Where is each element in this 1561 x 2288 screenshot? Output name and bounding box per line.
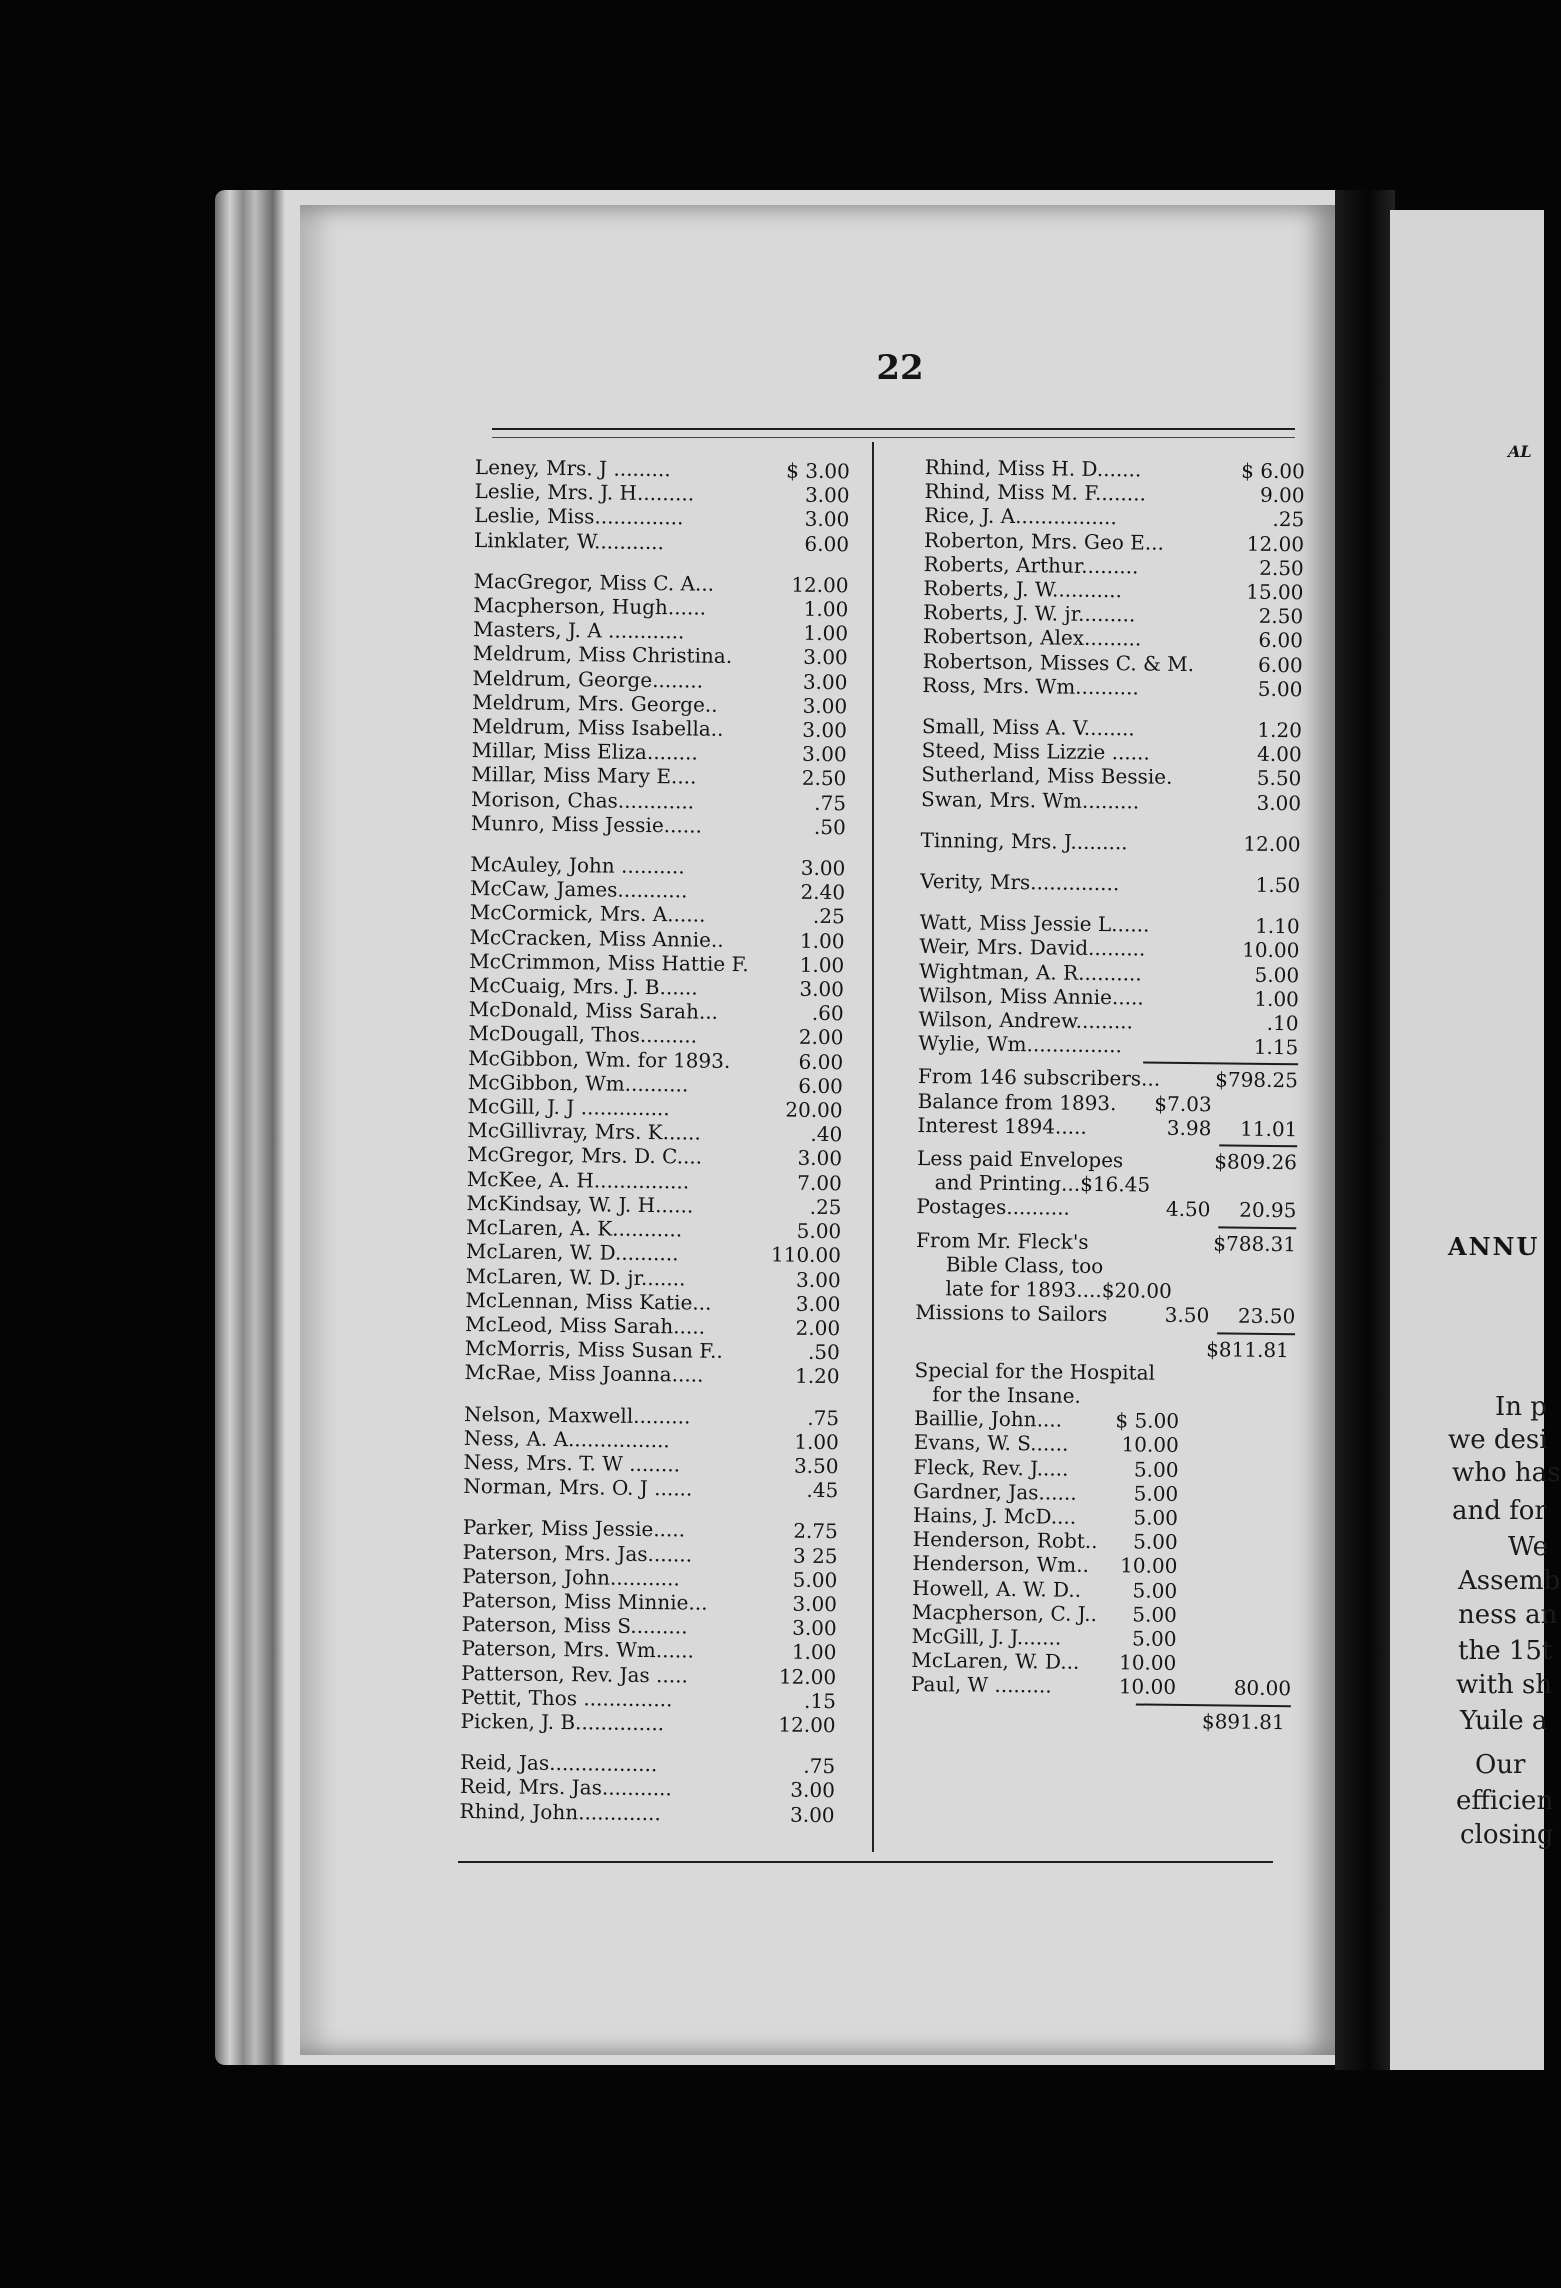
subscriber-amount: 3 25 — [792, 1543, 838, 1568]
subscriber-name: Masters, J. A ............ — [472, 617, 685, 644]
subscriber-amount: 6.00 — [804, 531, 850, 556]
subscriber-amount: 12.00 — [1243, 831, 1301, 857]
special-total — [1178, 1506, 1293, 1532]
subscriber-name: Verity, Mrs.............. — [920, 869, 1120, 896]
subscriber-amount: 3.50 — [793, 1453, 839, 1479]
subscriber-name: MacGregor, Miss C. A... — [473, 568, 715, 596]
subscriber-name: McCrimmon, Miss Hattie F. — [469, 948, 749, 976]
subscriber-name: McKindsay, W. J. H...... — [466, 1190, 694, 1218]
subscriber-name: Paterson, Miss S......... — [461, 1612, 688, 1639]
subscriber-amount: 6.00 — [798, 1073, 844, 1099]
subscriber-name: Pettit, Thos .............. — [460, 1684, 673, 1712]
subscriber-amount: .25 — [1272, 507, 1305, 532]
subscriber-name: McRae, Miss Joanna..... — [464, 1360, 704, 1387]
subscriber-amount: 5.00 — [796, 1218, 842, 1244]
summary-subtotal: $809.26 — [1214, 1149, 1298, 1175]
subscriber-name: Ness, A. A................ — [463, 1425, 670, 1452]
subscriber-name: Steed, Miss Lizzie ...... — [921, 738, 1150, 765]
right-page-line: Our — [1475, 1750, 1526, 1780]
right-page-heading: ANNU — [1448, 1232, 1540, 1261]
summary-label: From 146 subscribers... — [917, 1064, 1161, 1092]
subscriber-amount: 3.00 — [789, 1802, 835, 1827]
subscriber-name: Meldrum, Mrs. George.. — [472, 689, 718, 717]
subtotal-811: $811.81 — [1206, 1336, 1290, 1362]
subscriber-amount: 3.00 — [803, 645, 848, 670]
summary-rule — [1136, 1703, 1291, 1707]
subscriber-amount: 1.50 — [1255, 872, 1301, 898]
special-name: Howell, A. W. D.. — [912, 1575, 1082, 1602]
special-total — [1178, 1457, 1293, 1483]
subscriber-amount: 2.50 — [1258, 604, 1304, 629]
subscriber-amount: 110.00 — [770, 1242, 842, 1268]
summary-label: and Printing...$16.45 — [934, 1170, 1151, 1197]
subscriber-row — [463, 1474, 838, 1502]
right-subscriber-list — [918, 455, 1305, 1060]
right-page-line: and for — [1452, 1496, 1547, 1526]
interest-row — [917, 1113, 1297, 1142]
subscriber-name: Leney, Mrs. J ......... — [474, 455, 671, 482]
summary-subamount: 3.98 — [1166, 1115, 1212, 1141]
special-amount: 5.00 — [1133, 1456, 1179, 1482]
subscriber-amount: 1.00 — [1254, 986, 1299, 1012]
special-amount: 10.00 — [1120, 1553, 1178, 1579]
subscriber-row — [918, 1031, 1298, 1060]
special-total — [1177, 1578, 1292, 1604]
subscriber-row — [461, 1709, 836, 1737]
subscriber-name: Rhind, Miss H. D....... — [924, 455, 1142, 482]
subscriber-amount: 3.00 — [795, 1291, 841, 1316]
subscriber-name: McCracken, Miss Annie.. — [469, 924, 724, 952]
special-name: Henderson, Robt.. — [912, 1527, 1098, 1554]
subscriber-name: Millar, Miss Eliza........ — [471, 738, 698, 765]
right-page-line: who has — [1452, 1458, 1561, 1488]
subscriber-amount: 1.00 — [791, 1640, 837, 1665]
summary-total: 23.50 — [1237, 1303, 1296, 1329]
subscriber-name: Robertson, Misses C. & M. — [922, 648, 1195, 676]
summary-rule — [1219, 1144, 1297, 1147]
subscriber-amount: 1.00 — [803, 620, 849, 646]
subscriber-name: Rice, J. A................ — [924, 503, 1118, 530]
subscriber-name: McCuaig, Mrs. J. B...... — [468, 973, 698, 1000]
left-subscriber-column — [459, 455, 849, 1827]
subscriber-amount: 1.10 — [1255, 914, 1300, 939]
subscriber-amount: 1.00 — [803, 596, 849, 622]
subscriber-amount: .75 — [803, 1753, 836, 1779]
special-amount: $ 5.00 — [1115, 1408, 1180, 1434]
special-amount: 10.00 — [1118, 1674, 1177, 1700]
subscriber-amount: 12.00 — [1246, 531, 1305, 556]
subscriber-name: Roberts, Arthur......... — [923, 551, 1139, 579]
subscriber-amount: 2.40 — [800, 879, 846, 905]
subscriber-amount: 15.00 — [1246, 579, 1304, 605]
summary-subtotal: $788.31 — [1213, 1231, 1297, 1256]
special-name: Hains, J. McD.... — [912, 1502, 1077, 1529]
subscriber-amount: 1.00 — [799, 928, 845, 953]
subscriber-amount: 2.50 — [1259, 555, 1304, 581]
subscriber-name: Parker, Miss Jessie..... — [462, 1515, 686, 1542]
subscriber-name: Millar, Miss Mary E.... — [471, 762, 697, 789]
special-name: Henderson, Wm.. — [912, 1551, 1090, 1578]
subscriber-row — [464, 1360, 839, 1388]
subscriber-name: Paterson, John........... — [462, 1563, 680, 1591]
subscriber-name: Wylie, Wm............... — [918, 1031, 1123, 1058]
subscriber-amount: 3.00 — [802, 693, 848, 719]
subscriber-amount: 3.00 — [797, 1146, 843, 1171]
subscriber-name: Leslie, Miss.............. — [474, 503, 684, 530]
right-page-line: closing — [1460, 1820, 1554, 1850]
subscriber-amount: 5.00 — [1254, 962, 1300, 987]
subscriber-amount: 2.50 — [801, 766, 847, 791]
subscriber-amount: 6.00 — [798, 1049, 844, 1074]
subscriber-amount: 3.00 — [792, 1615, 837, 1641]
top-rule — [492, 428, 1295, 430]
book-gutter — [1335, 190, 1395, 2070]
subscriber-amount: 9.00 — [1259, 483, 1305, 508]
subscriber-name: Paterson, Mrs. Wm...... — [461, 1636, 695, 1663]
subscriber-name: Rhind, John............. — [459, 1798, 661, 1825]
subscriber-amount: 3.00 — [802, 669, 848, 694]
subscriber-name: Morison, Chas............ — [470, 786, 695, 814]
subscriber-name: Roberts, J. W........... — [923, 576, 1123, 603]
subscriber-name: Wilson, Miss Annie..... — [918, 982, 1144, 1010]
subscriber-amount: 7.00 — [797, 1170, 842, 1195]
special-name: Baillie, John.... — [913, 1406, 1063, 1432]
subscriber-name: McLaren, A. K........... — [466, 1215, 683, 1242]
subscriber-row — [920, 869, 1300, 898]
subscriber-name: McDonald, Miss Sarah... — [468, 997, 719, 1025]
special-name: Paul, W ......... — [910, 1672, 1052, 1698]
subscriber-name: McCormick, Mrs. A...... — [469, 900, 706, 928]
subscriber-name: Picken, J. B.............. — [460, 1708, 665, 1736]
subscriber-amount: 12.00 — [791, 572, 849, 598]
subscriber-name: Weir, Mrs. David......... — [919, 934, 1146, 961]
subscriber-name: Ness, Mrs. T. W ........ — [463, 1449, 681, 1477]
subscriber-row — [920, 828, 1300, 857]
subscriber-amount: .60 — [811, 1001, 844, 1026]
right-page-line: the 15t — [1458, 1636, 1553, 1666]
subscriber-name: McLeod, Miss Sarah..... — [465, 1311, 706, 1339]
subscriber-name: Wightman, A. R.......... — [919, 958, 1142, 986]
subscriber-amount: 5.00 — [792, 1567, 838, 1592]
right-subscriber-column — [911, 455, 1305, 1734]
special-total — [1178, 1482, 1293, 1508]
subscriber-amount: 1.00 — [794, 1429, 839, 1454]
subscriber-name: Patterson, Rev. Jas ..... — [461, 1660, 689, 1688]
subscriber-amount: 4.00 — [1256, 742, 1302, 767]
subscriber-name: Reid, Jas................. — [460, 1750, 658, 1777]
summary-total: 20.95 — [1239, 1198, 1297, 1223]
subscriber-name: Munro, Miss Jessie...... — [470, 810, 703, 838]
subscriber-name: Meldrum, George........ — [472, 665, 704, 693]
special-name: McLaren, W. D... — [911, 1648, 1080, 1674]
subscriber-name: Wilson, Andrew......... — [918, 1007, 1134, 1034]
grand-total: $891.81 — [1201, 1708, 1285, 1734]
subscriber-name: McDougall, Thos......... — [468, 1021, 698, 1049]
special-amount: 5.00 — [1133, 1505, 1179, 1530]
subscriber-name: Tinning, Mrs. J......... — [920, 827, 1128, 855]
right-page-line: efficien — [1456, 1786, 1554, 1816]
subscriber-amount: 2.00 — [795, 1315, 841, 1341]
summary-total: $798.25 — [1215, 1067, 1299, 1093]
subscriber-amount: 5.50 — [1256, 766, 1302, 791]
right-page-line: Yuile a — [1460, 1706, 1548, 1736]
special-name: Fleck, Rev. J..... — [913, 1454, 1069, 1481]
special-total — [1176, 1651, 1291, 1677]
special-amount: 5.00 — [1133, 1481, 1179, 1506]
special-amount: 5.00 — [1133, 1529, 1178, 1555]
special-total — [1176, 1627, 1291, 1653]
subscriber-amount: .15 — [803, 1688, 837, 1713]
right-page-line: Assemb — [1458, 1566, 1561, 1596]
subscriber-name: McLaren, W. D.......... — [465, 1239, 679, 1266]
subscriber-name: McGibbon, Wm. for 1893. — [468, 1045, 731, 1073]
subscriber-row — [471, 811, 846, 839]
subscriber-amount: .25 — [809, 1194, 842, 1220]
special-name: Gardner, Jas...... — [913, 1478, 1077, 1505]
summary-subamount: 4.50 — [1165, 1197, 1211, 1222]
subscriber-name: McCaw, James........... — [469, 876, 688, 903]
subscriber-amount: .50 — [813, 814, 846, 840]
subscriber-name: Roberts, J. W. jr......... — [923, 600, 1136, 627]
special-total — [1178, 1530, 1293, 1556]
special-amount: 5.00 — [1131, 1626, 1177, 1651]
special-name: McGill, J. J....... — [911, 1623, 1062, 1650]
right-page-line: In p — [1495, 1392, 1547, 1422]
right-page-line: ness an — [1458, 1600, 1558, 1630]
summary-label: late for 1893....$20.00 — [945, 1276, 1172, 1303]
subscriber-amount: 1.20 — [794, 1364, 840, 1389]
subscriber-name: McGill, J. J .............. — [467, 1094, 670, 1121]
right-page-header-fragment: AL — [1508, 442, 1532, 461]
subscriber-amount: .10 — [1266, 1010, 1299, 1036]
subscriber-name: Leslie, Mrs. J. H......... — [474, 479, 695, 506]
subscriber-amount: 10.00 — [1242, 938, 1300, 963]
subscriber-amount: 3.00 — [801, 741, 847, 767]
subscriber-name: McAuley, John .......... — [470, 852, 685, 879]
summary-label: From Mr. Fleck's — [915, 1227, 1089, 1254]
special-amount: 5.00 — [1132, 1602, 1177, 1627]
page-number: 22 — [876, 348, 924, 388]
summary-rule — [1143, 1062, 1298, 1066]
right-page-line: with sh — [1456, 1670, 1553, 1700]
subscriber-name: McGillivray, Mrs. K...... — [467, 1118, 701, 1145]
subscriber-name: Swan, Mrs. Wm......... — [920, 786, 1140, 814]
special-name: Macpherson, C. J.. — [911, 1599, 1098, 1626]
subscriber-amount: 3.00 — [790, 1778, 836, 1803]
summary-subamount: 3.50 — [1164, 1303, 1210, 1328]
subscriber-amount: 3.00 — [802, 717, 848, 743]
subscriber-name: Reid, Mrs. Jas........... — [459, 1774, 672, 1801]
subscriber-amount: 1.00 — [799, 952, 845, 978]
subscriber-amount: 3.00 — [804, 507, 850, 532]
right-page-line: we desi — [1448, 1425, 1548, 1455]
summary-label: Balance from 1893. — [917, 1088, 1117, 1115]
summary-label: Interest 1894..... — [917, 1112, 1087, 1139]
summary-total: 11.01 — [1239, 1116, 1298, 1142]
subscriber-row — [474, 528, 849, 556]
subscriber-name: McLennan, Miss Katie... — [465, 1287, 712, 1315]
subscriber-amount: $ 6.00 — [1241, 458, 1305, 484]
subscriber-name: McGregor, Mrs. D. C.... — [466, 1142, 703, 1170]
subscriber-name: McLaren, W. D. jr....... — [465, 1263, 686, 1290]
subscriber-name: McMorris, Miss Susan F.. — [464, 1336, 723, 1363]
subscriber-name: Nelson, Maxwell......... — [463, 1401, 691, 1429]
postages-row — [916, 1194, 1296, 1223]
subscriber-name: McGibbon, Wm.......... — [467, 1069, 689, 1097]
subscriber-amount: 6.00 — [1258, 628, 1304, 653]
subscriber-name: Small, Miss A. V........ — [921, 714, 1135, 741]
special-amount: 10.00 — [1118, 1650, 1177, 1676]
summary-subamount: $7.03 — [1154, 1091, 1212, 1116]
subscriber-name: Norman, Mrs. O. J ...... — [463, 1474, 693, 1501]
missions-row — [915, 1300, 1295, 1329]
subscriber-amount: 1.20 — [1257, 717, 1303, 743]
subscriber-amount: 1.15 — [1253, 1035, 1299, 1060]
subscriber-name: Rhind, Miss M. F........ — [924, 479, 1147, 506]
column-divider — [872, 442, 874, 1852]
subscriber-amount: 3.00 — [1256, 790, 1302, 815]
subscriber-name: Meldrum, Miss Isabella.. — [471, 714, 724, 741]
special-total — [1177, 1603, 1292, 1629]
summary-rule — [1218, 1226, 1296, 1229]
subscriber-name: Paterson, Miss Minnie... — [461, 1587, 708, 1615]
summary-rule — [1217, 1332, 1295, 1335]
summary-label: Missions to Sailors — [915, 1300, 1108, 1327]
special-total: 80.00 — [1233, 1675, 1292, 1701]
subscriber-name: McKee, A. H............... — [466, 1166, 690, 1194]
special-name: Evans, W. S...... — [913, 1430, 1069, 1457]
subscriber-amount: .25 — [812, 904, 845, 929]
subscriber-amount: .75 — [807, 1405, 840, 1430]
subscriber-amount: $ 3.00 — [786, 458, 850, 484]
right-page-line: We — [1508, 1532, 1548, 1562]
subscriber-amount: 20.00 — [785, 1097, 843, 1123]
subscriber-amount: 6.00 — [1257, 652, 1303, 677]
subscriber-amount: 3.00 — [796, 1267, 841, 1292]
summary-label: Postages.......... — [916, 1194, 1070, 1221]
subscriber-name: Meldrum, Miss Christina. — [472, 641, 733, 669]
subscriber-row — [921, 787, 1301, 816]
subscriber-row — [459, 1798, 834, 1826]
subscriber-amount: 2.00 — [798, 1025, 844, 1050]
special-heading: Special for the Hospital — [914, 1357, 1156, 1385]
bottom-rule — [458, 1861, 1273, 1863]
subscriber-amount: 3.00 — [799, 976, 845, 1002]
special-subheading: for the Insane. — [932, 1382, 1081, 1408]
subscriber-name: Paterson, Mrs. Jas....... — [462, 1539, 693, 1567]
subscriber-name: Sutherland, Miss Bessie. — [921, 762, 1173, 790]
summary-label: Bible Class, too — [945, 1252, 1104, 1278]
subscriber-name: Linklater, W........... — [473, 527, 665, 554]
subscriber-amount: .75 — [814, 790, 847, 815]
subscriber-amount: 12.00 — [778, 1664, 837, 1689]
subscriber-name: Robertson, Alex......... — [922, 624, 1142, 651]
special-total — [1177, 1554, 1292, 1580]
special-amount: 5.00 — [1132, 1577, 1178, 1603]
special-total — [1179, 1409, 1294, 1435]
special-amount: 10.00 — [1121, 1432, 1179, 1458]
subscriber-name: Macpherson, Hugh...... — [473, 593, 707, 620]
subscriber-row — [922, 673, 1302, 702]
summary-label: Less paid Envelopes — [916, 1146, 1124, 1173]
subscriber-amount: 3.00 — [792, 1591, 838, 1617]
top-rule-thin — [492, 437, 1295, 438]
subscriber-amount: .45 — [806, 1477, 839, 1503]
special-list — [911, 1406, 1294, 1701]
subscriber-name: Ross, Mrs. Wm.......... — [922, 672, 1139, 700]
subscriber-amount: 3.00 — [800, 855, 846, 881]
subscriber-amount: 3.00 — [804, 482, 850, 508]
subscriber-amount: 5.00 — [1257, 676, 1303, 702]
subscriber-amount: .40 — [810, 1122, 843, 1147]
subscriber-name: Roberton, Mrs. Geo E... — [923, 527, 1165, 555]
subscriber-amount: 12.00 — [778, 1712, 836, 1738]
subscriber-amount: .50 — [807, 1339, 840, 1365]
subscriber-amount: 2.75 — [793, 1519, 838, 1544]
special-total — [1179, 1433, 1294, 1459]
special-row — [911, 1672, 1291, 1701]
subscriber-name: Watt, Miss Jessie L...... — [919, 910, 1150, 937]
